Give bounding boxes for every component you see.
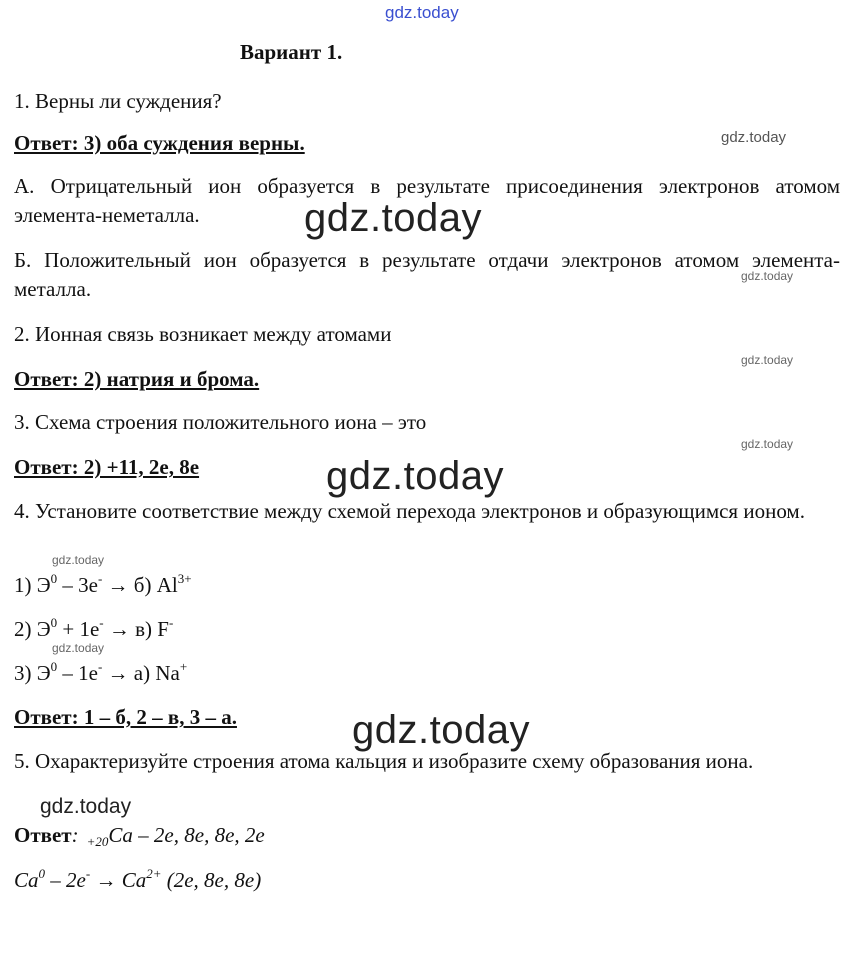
answer-1: Ответ: 3) оба суждения верны. xyxy=(14,131,305,155)
watermark-tiny: gdz.today xyxy=(52,641,105,655)
watermark-tiny: gdz.today xyxy=(52,553,105,567)
question-3: 3. Схема строения положительного иона – это xyxy=(14,410,427,434)
watermark-medium: gdz.today xyxy=(40,795,132,818)
watermark-large: gdz.today xyxy=(304,196,482,240)
question-4: 4. Установите соответствие между схемой перехода электронов и образующимся ионом. xyxy=(14,499,805,523)
answer-2: Ответ: 2) натрия и брома. xyxy=(14,367,260,391)
statement-a: А. Отрицательный ион образуется в результате присоединения электронов атомом элемента-неметалла. xyxy=(14,174,840,227)
watermark-tiny: gdz.today xyxy=(741,437,794,451)
watermark-small: gdz.today xyxy=(721,129,787,146)
watermark-large: gdz.today xyxy=(352,708,530,752)
answer-5: Ответ: +20Ca – 2e, 8e, 8e, 2e xyxy=(14,823,265,849)
match-item-1: 1) $Э^0 - 3e^- \to б$) $Al^{3+}$ xyxy=(14,571,192,597)
question-2: 2. Ионная связь возникает между атомами xyxy=(14,322,392,346)
answer-3: Ответ: 2) +11, 2e, 8e xyxy=(14,455,200,479)
match-item-3: 3) $Э^0 - 1e^- \to а$) Na+ xyxy=(14,659,188,685)
page-title: Вариант 1. xyxy=(240,40,343,64)
question-1: 1. Верны ли суждения? xyxy=(14,89,222,113)
ion-formation-equation: $Ca^0 - 2e^- \to Ca^{2+}$ (2e, 8e, 8e) xyxy=(14,866,262,892)
answer-4: Ответ: 1 – б, 2 – в, 3 – а. xyxy=(14,705,237,729)
match-item-2: 2) $Э^0 + 1e^- \to в$) F- xyxy=(14,615,174,641)
watermark-tiny: gdz.today xyxy=(741,269,794,283)
watermark-tiny: gdz.today xyxy=(741,353,794,367)
watermark-top: gdz.today xyxy=(385,3,459,22)
question-5: 5. Охарактеризуйте строения атома кальция и изобразите схему образования иона. xyxy=(14,749,754,773)
watermark-large: gdz.today xyxy=(326,454,504,498)
statement-b: Б. Положительный ион образуется в результате отдачи электронов атомом элемента-металла. xyxy=(14,248,840,301)
